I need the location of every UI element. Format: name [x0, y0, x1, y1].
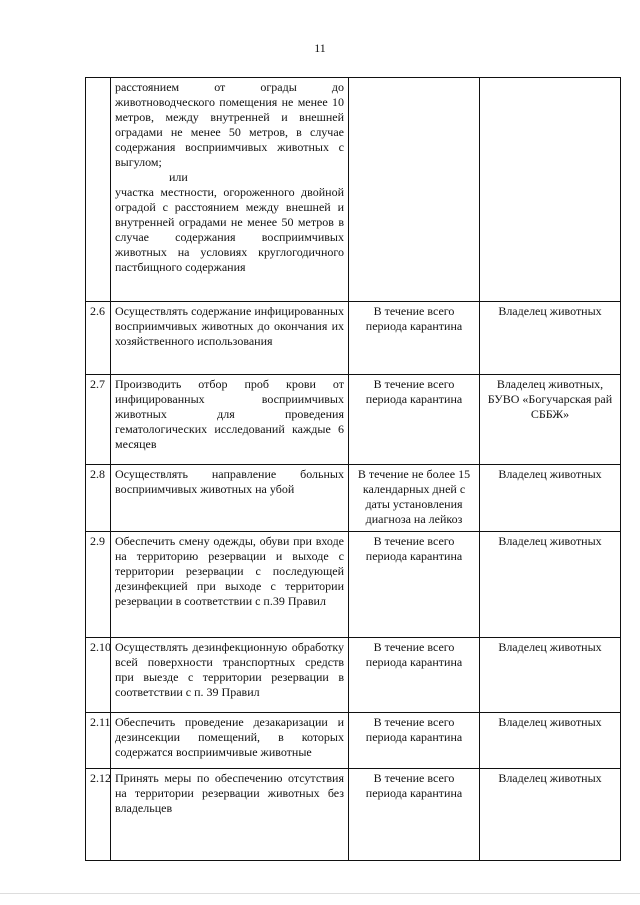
row-responsible	[480, 78, 621, 302]
row-action-or: или	[169, 170, 188, 184]
row-responsible: Владелец животных	[480, 532, 621, 638]
table-row	[86, 302, 621, 375]
row-term: В течение всего периода карантина	[349, 302, 480, 375]
table-row	[86, 769, 621, 861]
row-responsible: Владелец животных	[480, 713, 621, 769]
row-responsible: Владелец животных	[480, 465, 621, 532]
row-responsible: Владелец животных, БУВО «Богучарская рай СББЖ»	[480, 375, 621, 465]
scan-edge-divider	[0, 893, 640, 894]
row-action: Осуществлять дезинфекционную обработку всей поверхности транспортных средств при выезде с территории резервации в соответствии с п. 39 Правил	[111, 638, 349, 713]
row-number: 2.6	[86, 302, 111, 375]
row-term: В течение всего периода карантина	[349, 713, 480, 769]
row-action-part-b: участка местности, огороженного двойной оградой с расстоянием между внешней и внутренней оградами не менее 50 метров в случае содержания восприимчивых животных на условиях круглогодичного пастбищного содержания	[115, 185, 344, 274]
row-responsible: Владелец животных	[480, 638, 621, 713]
row-number: 2.9	[86, 532, 111, 638]
row-number	[86, 78, 111, 302]
row-action	[111, 78, 349, 302]
row-term: В течение всего периода карантина	[349, 532, 480, 638]
page-number: 11	[314, 41, 326, 55]
table-row	[86, 638, 621, 713]
row-action: Обеспечить смену одежды, обуви при входе на территорию резервации и выходе с территории резервации с последующей дезинфекцией при выходе с территории резервации в соответствии с п.39 Правил	[111, 532, 349, 638]
row-number: 2.12	[86, 769, 111, 861]
row-number: 2.8	[86, 465, 111, 532]
row-term	[349, 78, 480, 302]
row-term: В течение не более 15 календарных дней с даты установления диагноза на лейкоз	[349, 465, 480, 532]
table-row	[86, 78, 621, 302]
row-action: Принять меры по обеспечению отсутствия на территории резервации животных без владельцев	[111, 769, 349, 861]
row-action: Осуществлять содержание инфицированных восприимчивых животных до окончания их хозяйственного использования	[111, 302, 349, 375]
row-number: 2.7	[86, 375, 111, 465]
row-action: Осуществлять направление больных восприимчивых животных на убой	[111, 465, 349, 532]
row-action: Обеспечить проведение дезакаризации и дезинсекции помещений, в которых содержатся восприимчивые животные	[111, 713, 349, 769]
row-action: Производить отбор проб крови от инфицированных восприимчивых животных для проведения гематологических исследований каждые 6 месяцев	[111, 375, 349, 465]
row-term: В течение всего периода карантина	[349, 375, 480, 465]
table-row	[86, 465, 621, 532]
row-term: В течение всего периода карантина	[349, 769, 480, 861]
table-row	[86, 532, 621, 638]
row-number: 2.11	[86, 713, 111, 769]
row-term: В течение всего периода карантина	[349, 638, 480, 713]
table-row	[86, 375, 621, 465]
row-number: 2.10	[86, 638, 111, 713]
measures-table	[85, 77, 621, 861]
table-row	[86, 713, 621, 769]
row-responsible: Владелец животных	[480, 769, 621, 861]
row-responsible: Владелец животных	[480, 302, 621, 375]
row-action-part-a: расстоянием от ограды до животноводческого помещения не менее 10 метров, между внутренней и внешней оградами не менее 50 метров, в случае содержания восприимчивых животных с выгулом;	[115, 80, 344, 169]
